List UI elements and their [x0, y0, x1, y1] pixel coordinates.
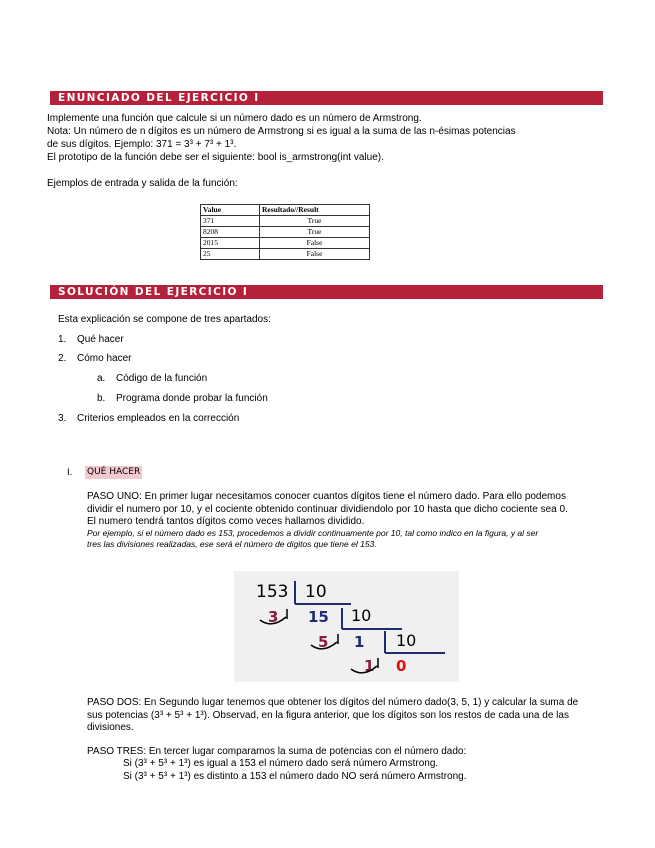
division-diagram [234, 571, 459, 682]
paso-uno-line: El numero tendrá tantos dígitos como veces hallamos dividido. [87, 516, 365, 527]
quotient-0: 0 [396, 657, 407, 675]
dividend-153: 153 [256, 582, 289, 602]
table-row [201, 238, 370, 249]
list-number: a. [97, 373, 106, 384]
section-title: ENUNCIADO DEL EJERCICIO I [58, 92, 260, 104]
paso-uno-line: dividir el numero por 10, y el cociente obtenido continuar dividiendolo por 10 hasta que dicho cociente sea 0. [87, 504, 568, 515]
statement-line: Implemente una función que calcule si un número dado es un número de Armstrong. [47, 113, 422, 124]
list-number: 3. [58, 413, 67, 424]
example-italic-line: Por ejemplo, si el número dado es 153, procedemos a dividir continuamente por 10, tal como indico en la figura, y al ser [87, 528, 539, 538]
section-title: SOLUCIÓN DEL EJERCICIO I [58, 286, 249, 298]
table-cell: True [260, 216, 370, 227]
section-header-enunciado [50, 91, 603, 105]
statement-line: Nota: Un número de n dígitos es un número de Armstrong si es igual a la suma de las n-ésimas potencias [47, 126, 516, 137]
table-row [201, 216, 370, 227]
table-cell: False [260, 238, 370, 249]
table-header: Resultado//Result [260, 205, 370, 216]
remainder-1: 1 [364, 657, 375, 675]
list-number: b. [97, 393, 106, 404]
subsection-heading: QUÉ HACER [87, 467, 141, 477]
paso-dos-line: PASO DOS: En Segundo lugar tenemos que obtener los dígitos del número dado(3, 5, 1) y calcular la suma de [87, 697, 579, 708]
examples-intro: Ejemplos de entrada y salida de la función: [47, 178, 238, 189]
list-item: Qué hacer [77, 334, 124, 345]
divisor-10: 10 [305, 582, 327, 602]
table-cell: 8208 [201, 227, 260, 238]
list-item: Criterios empleados en la corrección [77, 413, 240, 424]
quotient-15: 15 [308, 608, 329, 626]
solution-intro: Esta explicación se compone de tres apartados: [58, 314, 271, 325]
statement-line: de sus dígitos. Ejemplo: 371 = 3³ + 7³ + 1³. [47, 139, 237, 150]
table-row [201, 249, 370, 260]
paso-tres-line: Si (3³ + 5³ + 1³) es igual a 153 el número dado será número Armstrong. [123, 758, 439, 769]
division-figure [234, 571, 459, 682]
examples-table [200, 204, 370, 260]
table-row [201, 227, 370, 238]
paso-dos-line: sus potencias (3³ + 5³ + 1³). Observad, en la figura anterior, que los dígitos son los restos de cada una de las [87, 710, 569, 721]
divisor-10: 10 [351, 606, 372, 625]
divisor-10: 10 [396, 631, 417, 650]
statement-line: El prototipo de la función debe ser el siguiente: bool is_armstrong(int value). [47, 152, 384, 163]
table-header: Value [201, 205, 260, 216]
table-cell: 25 [201, 249, 260, 260]
table-cell: 371 [201, 216, 260, 227]
list-item: Cómo hacer [77, 353, 132, 364]
paso-tres-line: PASO TRES: En tercer lugar comparamos la suma de potencias con el número dado: [87, 746, 467, 757]
table-header-row [201, 205, 370, 216]
paso-tres-line: Si (3³ + 5³ + 1³) es distinto a 153 el número dado NO será número Armstrong. [123, 771, 467, 782]
paso-uno-line: PASO UNO: En primer lugar necesitamos conocer cuantos dígitos tiene el número dado. Para ello podemos [87, 491, 566, 502]
list-item: Programa donde probar la función [116, 393, 268, 404]
subsection-number: I. [67, 468, 73, 478]
table-cell: False [260, 249, 370, 260]
section-header-solucion [50, 285, 603, 299]
remainder-5: 5 [318, 633, 329, 651]
list-number: 2. [58, 353, 67, 364]
list-item: Código de la función [116, 373, 208, 384]
quotient-1: 1 [354, 633, 365, 651]
list-number: 1. [58, 334, 67, 345]
paso-dos-line: divisiones. [87, 722, 134, 733]
table-cell: True [260, 227, 370, 238]
remainder-3: 3 [268, 608, 279, 626]
example-italic-line: tres las divisiones realizadas, ese será el número de digitos que tiene el 153. [87, 539, 377, 549]
table-cell: 2015 [201, 238, 260, 249]
